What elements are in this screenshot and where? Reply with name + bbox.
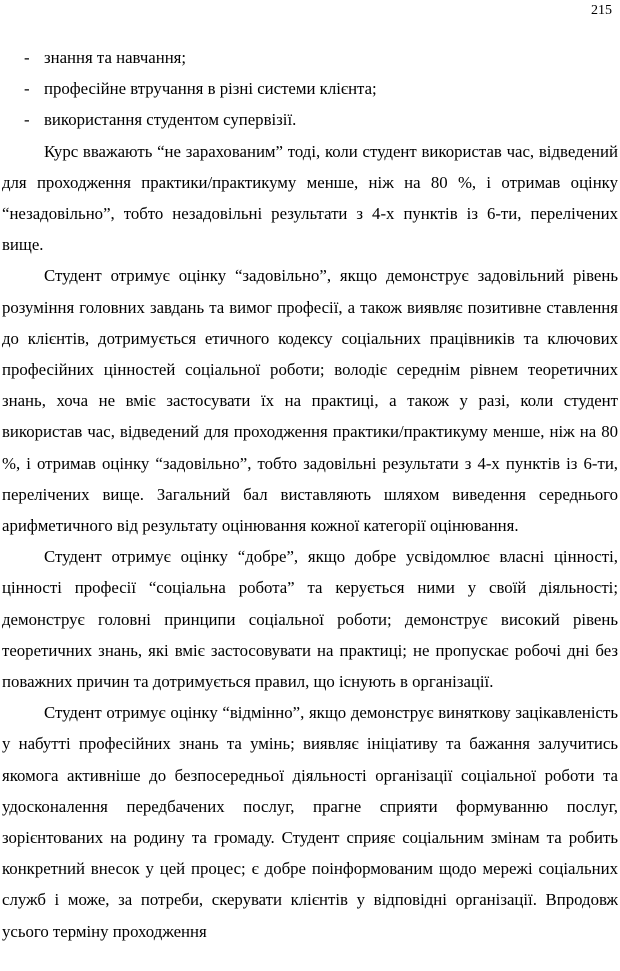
paragraph-satisfactory: Студент отримує оцінку “задовільно”, якщо демонструє задовільний рівень розуміння головних завдань та вимог професії, а також виявляє позитивне ставлення до клієнтів, дотримується етичного кодексу соціальних працівників та ключових професійних цінностей соціальної роботи; володіє середнім рівнем теоретичних знань, хоча не вміє застосувати їх на практиці, а також у разі, коли студент використав час, відведений для проходження практики/практикуму менше, ніж на 80 %, і отримав оцінку “задовільно”, тобто задовільні результати з 4-х пунктів із 6-ти, перелічених вище. Загальний бал виставляють шляхом виведення середнього арифметичного від результату оцінювання кожної категорії оцінювання. — [2, 266, 618, 536]
bullet-dash: - — [24, 79, 30, 99]
bullet-text: використання студентом супервізії. — [44, 110, 297, 130]
page-body — [2, 42, 618, 947]
paragraph-good: Студент отримує оцінку “добре”, якщо добре усвідомлює власні цінності, цінності професії “соціальна робота” та керується ними у своїй діяльності; демонструє головні принципи соціальної роботи; демонструє високий рівень теоретичних знань, які вміє застосовувати на практиці; не пропускає робочі дні без поважних причин та дотримується правил, що існують в організації. — [2, 547, 618, 692]
paragraph-excellent: Студент отримує оцінку “відмінно”, якщо демонструє виняткову зацікавленість у набутті професійних знань та умінь; виявляє ініціативу та бажання залучитись якомога активніше до безпосередньої діяльності організації соціальної роботи та удосконалення передбачених послуг, прагне сприяти формуванню послуг, зорієнтованих на родину та громаду. Студент сприяє соціальним змінам та робить конкретний внесок у цей процес; є добре поінформованим щодо мережі соціальних служб і може, за потреби, скерувати клієнтів у відповідні організації. Впродовж усього терміну проходження — [2, 703, 618, 941]
bullet-dash: - — [24, 48, 30, 67]
bullet-item — [2, 73, 618, 104]
bullet-item — [2, 42, 618, 73]
bullet-dash: - — [24, 110, 30, 130]
bullet-text: знання та навчання; — [44, 48, 187, 67]
paragraph-not-passed: Курс вважають “не зарахованим” тоді, коли студент використав час, відведений для проходження практики/практикуму менше, ніж на 80 %, і отримав оцінку “незадовільно”, тобто незадовільні результати з 4-х пунктів із 6-ти, перелічених вище. — [2, 141, 618, 255]
bullet-text: професійне втручання в різні системи клієнта; — [44, 79, 377, 99]
page-number: 215 — [591, 3, 612, 18]
bullet-item — [2, 104, 618, 135]
